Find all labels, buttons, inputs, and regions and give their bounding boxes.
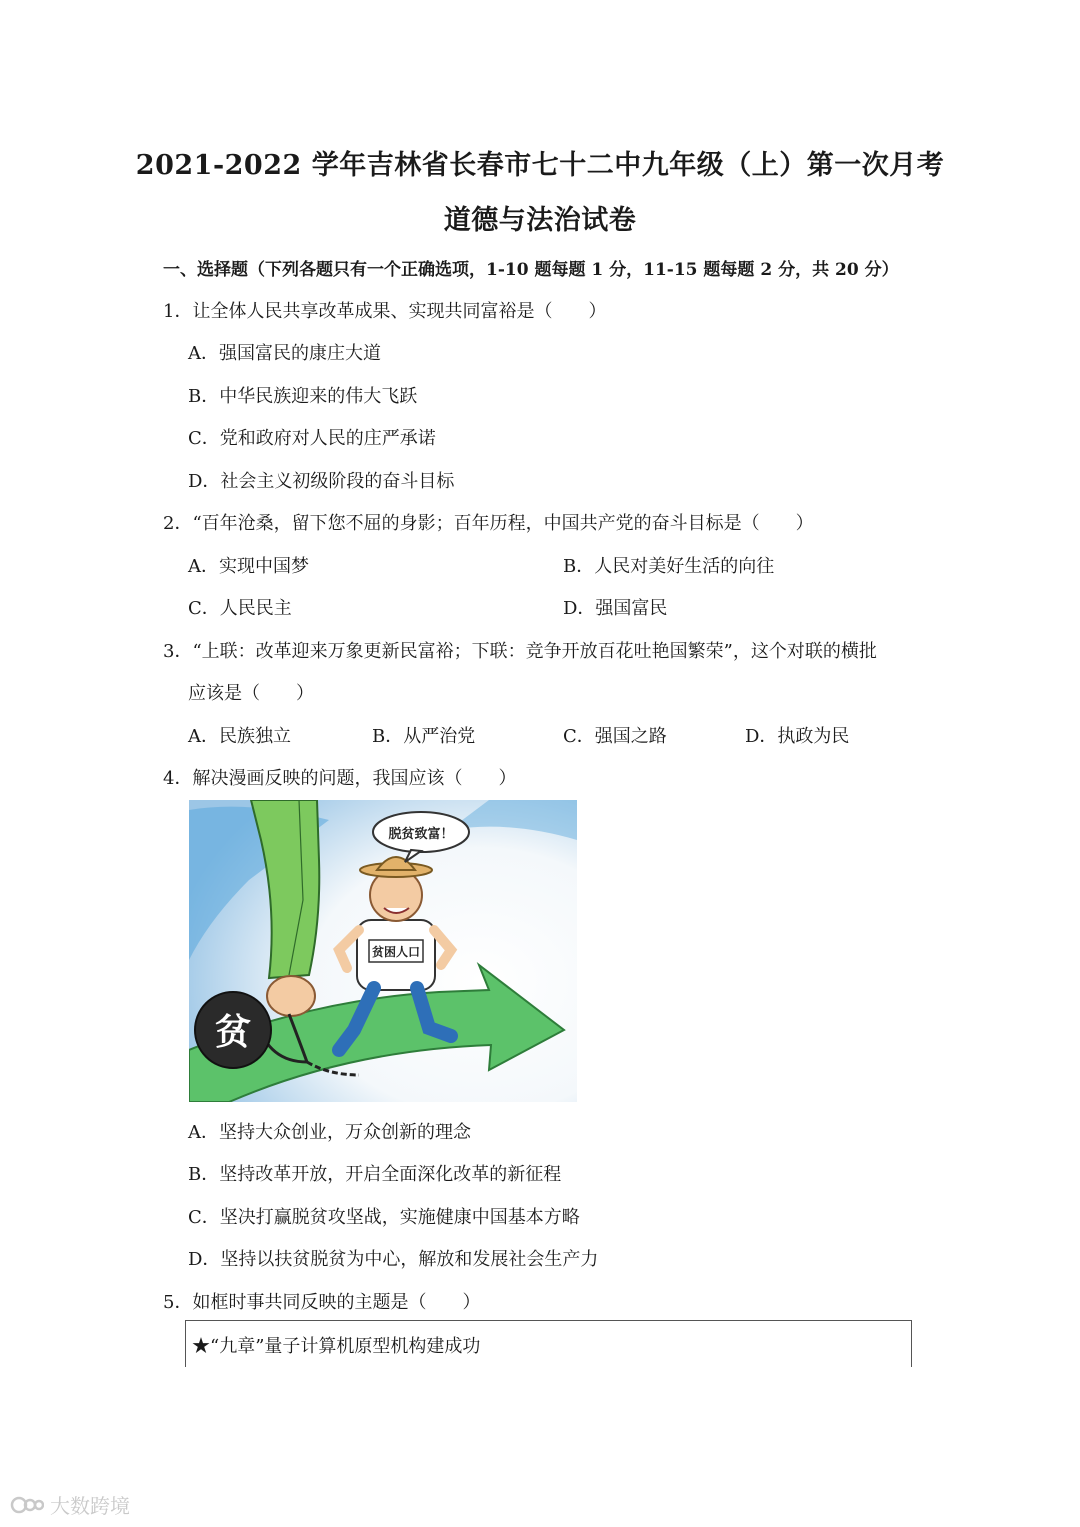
news-item-text: ★“九章”量子计算机原型机构建成功	[192, 1336, 481, 1357]
question-4-option-c: C．坚决打赢脱贫攻坚战，实施健康中国基本方略	[188, 1207, 580, 1228]
question-4-option-a: A．坚持大众创业，万众创新的理念	[188, 1122, 471, 1143]
question-3-option-d: D．执政为民	[745, 726, 850, 747]
watermark-text: 大数跨境	[50, 1494, 130, 1518]
question-3-stem-line1: 3．“上联：改革迎来万象更新民富裕；下联：竞争开放百花吐艳国繁荣”，这个对联的横批	[163, 641, 877, 662]
watermark-logo-icon	[10, 1493, 44, 1517]
poverty-sign-text: 贫困人口	[371, 945, 421, 959]
exam-title-line2: 道德与法治试卷	[443, 205, 637, 236]
question-3-stem-line2: 应该是（ ）	[188, 683, 314, 704]
poverty-cartoon	[189, 800, 577, 1102]
question-3-option-b: B．从严治党	[372, 726, 476, 747]
question-4-option-d: D．坚持以扶贫脱贫为中心，解放和发展社会生产力	[188, 1249, 599, 1270]
section-heading: 一、选择题（下列各题只有一个正确选项，1-10 题每题 1 分，11-15 题每题 2 分，共 20 分）	[163, 260, 899, 280]
watermark	[10, 1490, 130, 1519]
question-2-option-d: D．强国富民	[563, 598, 668, 619]
speech-bubble-text: 脱贫致富！	[388, 827, 454, 842]
exam-title-line1: 2021-2022 学年吉林省长春市七十二中九年级（上）第一次月考	[135, 150, 945, 181]
question-2-option-b: B．人民对美好生活的向往	[563, 556, 775, 577]
poverty-ball-label: 贫	[214, 1012, 252, 1053]
current-events-box	[185, 1320, 912, 1367]
question-3-option-a: A．民族独立	[188, 726, 291, 747]
question-4-option-b: B．坚持改革开放，开启全面深化改革的新征程	[188, 1164, 562, 1185]
question-5-stem: 5．如框时事共同反映的主题是（ ）	[163, 1292, 481, 1313]
cartoon-illustration	[189, 800, 577, 1102]
question-1-option-c: C．党和政府对人民的庄严承诺	[188, 428, 436, 449]
question-1-option-b: B．中华民族迎来的伟大飞跃	[188, 386, 418, 407]
question-1-stem: 1．让全体人民共享改革成果、实现共同富裕是（ ）	[163, 301, 607, 322]
question-3-option-c: C．强国之路	[563, 726, 667, 747]
question-1-option-a: A．强国富民的康庄大道	[188, 343, 381, 364]
question-2-option-c: C．人民民主	[188, 598, 292, 619]
question-2-option-a: A．实现中国梦	[188, 556, 309, 577]
question-2-stem: 2．“百年沧桑，留下您不屈的身影；百年历程，中国共产党的奋斗目标是（ ）	[163, 513, 814, 534]
question-4-stem: 4．解决漫画反映的问题，我国应该（ ）	[163, 768, 517, 789]
question-1-option-d: D．社会主义初级阶段的奋斗目标	[188, 471, 455, 492]
